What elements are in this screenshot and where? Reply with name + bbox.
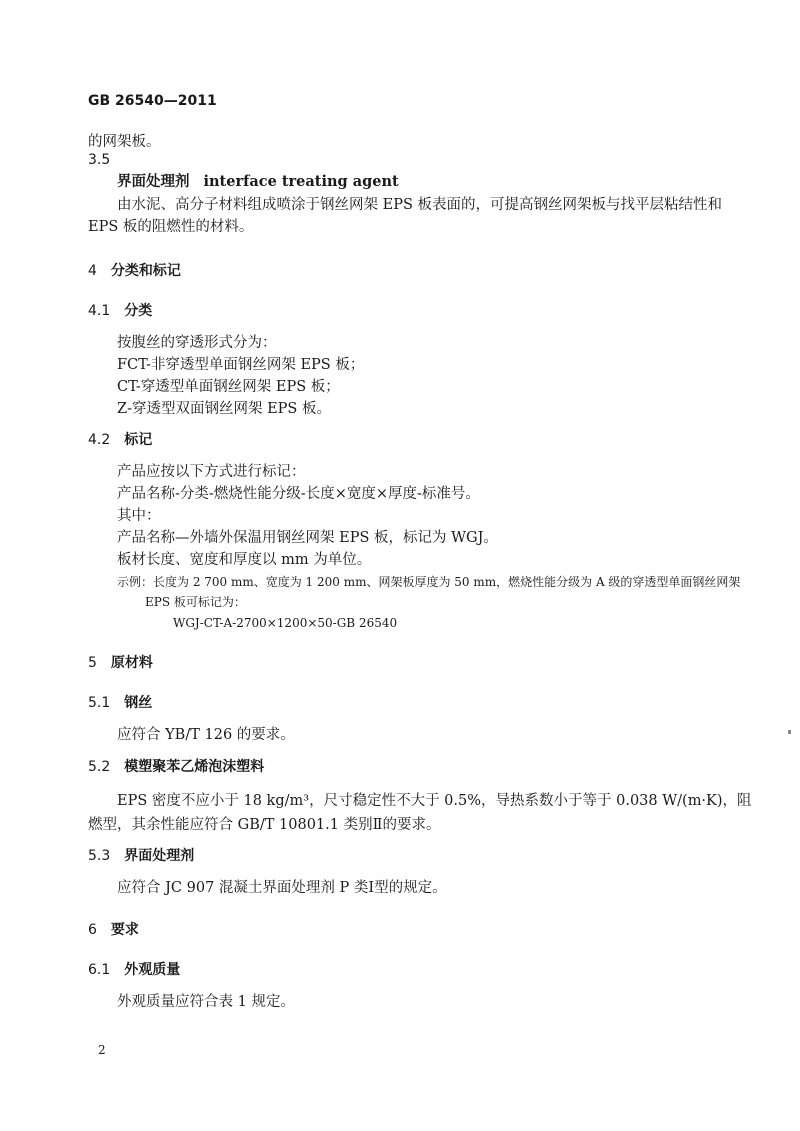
term-english: interface treating agent — [203, 173, 399, 190]
section-heading-5-3: 5.3 界面处理剂 — [88, 848, 195, 864]
paragraph-line: 按腹丝的穿透形式分为： — [117, 335, 277, 351]
list-item: CT-穿透型单面钢丝网架 EPS 板； — [117, 379, 340, 395]
paragraph-line: 产品名称-分类-燃烧性能分级-长度×宽度×厚度-标准号。 — [117, 486, 480, 502]
standard-number-header: GB 26540—2011 — [88, 93, 217, 109]
section-heading-6-1: 6.1 外观质量 — [88, 962, 181, 978]
continued-text: 的网架板。 — [88, 134, 161, 150]
section-heading-5: 5 原材料 — [88, 655, 153, 671]
section-heading-4-2: 4.2 标记 — [88, 432, 153, 448]
page-number: 2 — [98, 1043, 106, 1057]
paragraph-line: 产品应按以下方式进行标记： — [117, 464, 306, 480]
section-heading-5-1: 5.1 钢丝 — [88, 695, 153, 711]
section-heading-5-2: 5.2 模塑聚苯乙烯泡沫塑料 — [88, 759, 265, 775]
term-chinese: 界面处理剂 — [117, 173, 190, 190]
scan-mark — [788, 730, 791, 734]
paragraph-line: 产品名称—外墙外保温用钢丝网架 EPS 板，标记为 WGJ。 — [117, 530, 498, 546]
example-marking: WGJ-CT-A-2700×1200×50-GB 26540 — [173, 616, 398, 630]
paragraph-line: 应符合 JC 907 混凝土界面处理剂 P 类Ⅰ型的规定。 — [117, 880, 447, 896]
example-line: EPS 板可标记为： — [145, 595, 246, 609]
paragraph-line: EPS 密度不应小于 18 kg/m³，尺寸稳定性不大于 0.5%，导热系数小于等于 0.038 W/(m·K)，阻 — [117, 793, 752, 809]
definition-line: EPS 板的阻燃性的材料。 — [88, 219, 254, 235]
list-item: FCT-非穿透型单面钢丝网架 EPS 板； — [117, 357, 365, 373]
section-heading-4: 4 分类和标记 — [88, 263, 181, 279]
definition-line: 由水泥、高分子材料组成喷涂于钢丝网架 EPS 板表面的，可提高钢丝网架板与找平层粘结性和 — [117, 197, 722, 213]
paragraph-line: 应符合 YB/T 126 的要求。 — [117, 727, 295, 743]
paragraph-line: 燃型，其余性能应符合 GB/T 10801.1 类别Ⅱ的要求。 — [88, 817, 441, 833]
section-heading-6: 6 要求 — [88, 922, 139, 938]
term-3-5 — [117, 172, 399, 192]
list-item: Z-穿透型双面钢丝网架 EPS 板。 — [117, 401, 331, 417]
paragraph-line: 其中： — [117, 508, 161, 524]
paragraph-line: 外观质量应符合表 1 规定。 — [117, 994, 295, 1010]
paragraph-line: 板材长度、宽度和厚度以 mm 为单位。 — [117, 552, 372, 568]
example-line: 示例：长度为 2 700 mm、宽度为 1 200 mm、网架板厚度为 50 mm，燃烧性能分级为 A 级的穿透型单面钢丝网架 — [117, 575, 741, 589]
clause-number-3-5: 3.5 — [88, 152, 111, 168]
section-heading-4-1: 4.1 分类 — [88, 303, 153, 319]
